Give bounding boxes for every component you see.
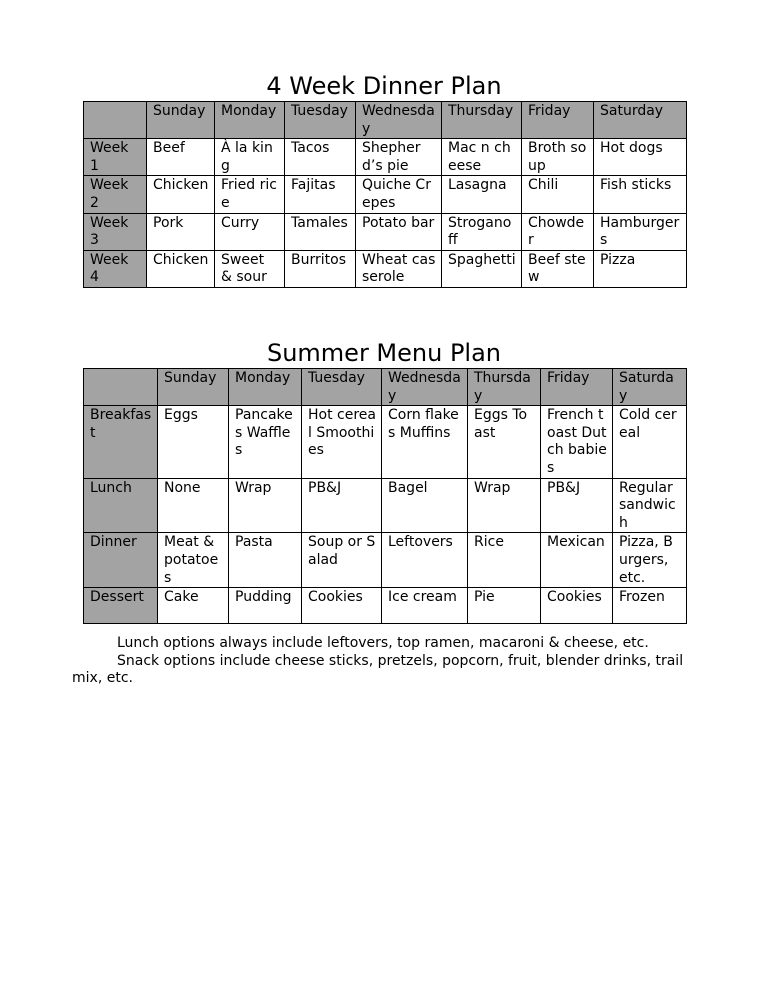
meal-cell: Pancakes Waffles [229, 406, 302, 478]
meal-cell: Hot cereal Smoothies [302, 406, 382, 478]
meal-cell: Broth soup [522, 139, 594, 176]
meal-cell: Cold cereal [613, 406, 687, 478]
meal-cell: Sweet & sour [215, 250, 285, 287]
meal-cell: Corn flakes Muffins [382, 406, 468, 478]
table-row [84, 533, 687, 588]
corner-cell [84, 369, 158, 406]
notes-section [72, 635, 702, 688]
day-header: Tuesday [302, 369, 382, 406]
table-row [84, 250, 687, 287]
meal-cell: Pasta [229, 533, 302, 588]
meal-cell: Chicken [147, 250, 215, 287]
day-header: Friday [541, 369, 613, 406]
meal-cell: Eggs [158, 406, 229, 478]
snack-note: Snack options include cheese sticks, pretzels, popcorn, fruit, blender drinks, trail mix, etc. [72, 652, 684, 687]
meal-cell: Leftovers [382, 533, 468, 588]
meal-cell: Wrap [229, 478, 302, 533]
meal-cell: French toast Dutch babies [541, 406, 613, 478]
meal-cell: Pizza, Burgers, etc. [613, 533, 687, 588]
meal-cell: À la king [215, 139, 285, 176]
meal-cell: Chili [522, 176, 594, 213]
row-label: Dessert [84, 588, 158, 624]
table-row [84, 588, 687, 624]
meal-cell: Lasagna [442, 176, 522, 213]
row-label: Breakfast [84, 406, 158, 478]
dinner-plan-title: 4 Week Dinner Plan [266, 72, 502, 100]
day-header: Thursday [468, 369, 541, 406]
meal-cell: Wrap [468, 478, 541, 533]
meal-cell: PB&J [541, 478, 613, 533]
meal-cell: None [158, 478, 229, 533]
day-header: Wednesday [356, 102, 442, 139]
meal-cell: Tacos [285, 139, 356, 176]
day-header: Sunday [147, 102, 215, 139]
meal-cell: Regular sandwich [613, 478, 687, 533]
lunch-note: Lunch options always include leftovers, top ramen, macaroni & cheese, etc. [117, 635, 649, 651]
meal-cell: Chicken [147, 176, 215, 213]
meal-cell: Mac n cheese [442, 139, 522, 176]
meal-cell: Burritos [285, 250, 356, 287]
table-row [84, 406, 687, 478]
day-header: Friday [522, 102, 594, 139]
table-row [84, 213, 687, 250]
day-header: Saturday [594, 102, 687, 139]
meal-cell: Eggs Toast [468, 406, 541, 478]
meal-cell: Fried rice [215, 176, 285, 213]
row-label: Week 2 [84, 176, 147, 213]
meal-cell: Mexican [541, 533, 613, 588]
meal-cell: Potato bar [356, 213, 442, 250]
row-label: Week 3 [84, 213, 147, 250]
meal-cell: Cookies [302, 588, 382, 624]
row-label: Dinner [84, 533, 158, 588]
meal-cell: Bagel [382, 478, 468, 533]
meal-cell: Ice cream [382, 588, 468, 624]
corner-cell [84, 102, 147, 139]
day-header: Monday [215, 102, 285, 139]
summer-header-row [84, 369, 687, 406]
meal-cell: Fish sticks [594, 176, 687, 213]
row-label: Week 4 [84, 250, 147, 287]
row-label: Week 1 [84, 139, 147, 176]
meal-cell: Frozen [613, 588, 687, 624]
table-row [84, 478, 687, 533]
meal-cell: Cookies [541, 588, 613, 624]
dinner-plan-table [83, 101, 687, 288]
meal-cell: Stroganoff [442, 213, 522, 250]
meal-cell: Quiche Crepes [356, 176, 442, 213]
meal-cell: Fajitas [285, 176, 356, 213]
meal-cell: Shepherd’s pie [356, 139, 442, 176]
meal-cell: Beef stew [522, 250, 594, 287]
day-header: Wednesday [382, 369, 468, 406]
table-row [84, 176, 687, 213]
meal-cell: Rice [468, 533, 541, 588]
meal-cell: Tamales [285, 213, 356, 250]
table-row [84, 139, 687, 176]
meal-cell: Spaghetti [442, 250, 522, 287]
meal-cell: Pork [147, 213, 215, 250]
day-header: Saturday [613, 369, 687, 406]
day-header: Monday [229, 369, 302, 406]
meal-cell: Hamburgers [594, 213, 687, 250]
day-header: Sunday [158, 369, 229, 406]
meal-cell: Chowder [522, 213, 594, 250]
meal-cell: Meat & potatoes [158, 533, 229, 588]
dinner-header-row [84, 102, 687, 139]
row-label: Lunch [84, 478, 158, 533]
summer-plan-title: Summer Menu Plan [266, 339, 502, 367]
meal-cell: Pie [468, 588, 541, 624]
meal-cell: Hot dogs [594, 139, 687, 176]
meal-cell: PB&J [302, 478, 382, 533]
meal-cell: Pizza [594, 250, 687, 287]
summer-plan-table [83, 368, 687, 624]
meal-cell: Soup or Salad [302, 533, 382, 588]
day-header: Tuesday [285, 102, 356, 139]
meal-cell: Cake [158, 588, 229, 624]
meal-cell: Beef [147, 139, 215, 176]
meal-cell: Wheat casserole [356, 250, 442, 287]
meal-cell: Curry [215, 213, 285, 250]
day-header: Thursday [442, 102, 522, 139]
meal-cell: Pudding [229, 588, 302, 624]
